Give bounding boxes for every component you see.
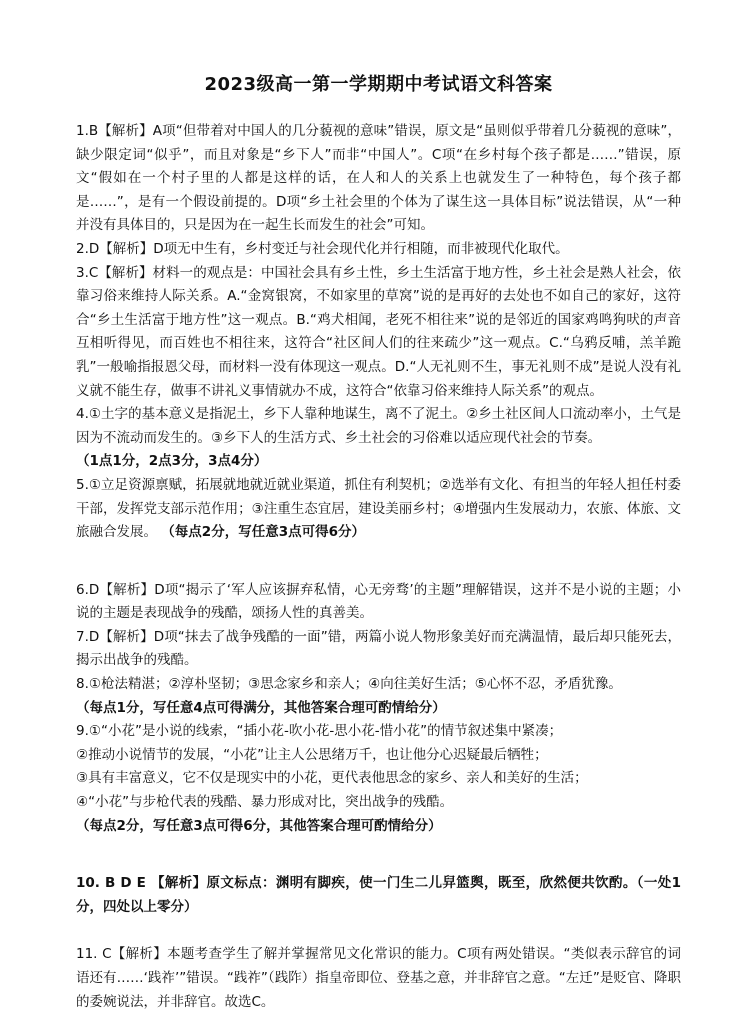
answer-item-11: 11. C【解析】本题考查学生了解并掌握常见文化常识的能力。C项有两处错误。“类似表示辞官的词语还有……‘践祚’”错误。“践祚”（践阼）指皇帝即位、登基之意，并非辞官之意。“左迁”是贬官、降职的委婉说法，并非辞官。故选C。: [76, 946, 681, 1010]
answer-item-3: 3.C【解析】材料一的观点是：中国社会具有乡土性，乡土生活富于地方性，乡土社会是熟人社会，依靠习俗来维持人际关系。A.“金窝银窝，不如家里的草窝”说的是再好的去处也不如自己的家好，这符合“乡土生活富于地方性”这一观点。B.“鸡犬相闻，老死不相往来”说的是邻近的国家鸡鸣狗吠的声音互相听得见，而百姓也不相往来，这符合“社区间人们的往来疏少”这一观点。C.“乌鸦反哺，羔羊跪乳”一般喻指报恩父母，而材料一没有体现这一观点。D.“人无礼则不生，事无礼则不成”是说人没有礼义就不能生存，做事不讲礼义事情就办不成，这符合“依靠习俗来维持人际关系”的观点。: [76, 264, 681, 399]
answer-item-4-scoring-note: （1点1分，2点3分，3点4分）: [76, 453, 268, 470]
answer-item-5-text: 5.①立足资源禀赋，拓展就地就近就业渠道，抓住有利契机；②选举有文化、有担当的年轻人担任村委干部，发挥党支部示范作用；③注重生态宜居，建设美丽乡村；④增强内生发展动力，农旅、体旅、文旅融合发展。: [76, 476, 681, 541]
section-gap: [76, 919, 681, 943]
answer-item-5: [76, 474, 681, 545]
answer-item-1: 1.B【解析】A项“但带着对中国人的几分藐视的意味”错误，原文是“虽则似乎带着几分藐视的意味”，缺少限定词“似乎”，而且对象是“乡下人”而非“中国人”。C项“在乡村每个孩子都是……”错误，原文“假如在一个村子里的人都是这样的话，在人和人的关系上也就发生了一种特色，每个孩子都是……”，是有一个假设前提的。D项“乡土社会里的个体为了谋生这一具体目标”说法错误，从“一种并没有具体目的，只是因为在一起生长而发生的社会”可知。: [76, 123, 681, 234]
answer-item-9-scoring-note: （每点2分，写任意3点可得6分，其他答案合理可酌情给分）: [76, 817, 442, 834]
page-title: 2023级高一第一学期期中考试语文科答案: [204, 74, 553, 95]
answer-item-5-scoring-note: （每点2分，写任意3点可得6分）: [161, 524, 365, 541]
answer-item-9-line-4: ④“小花”与步枪代表的残酷、暴力形成对比，突出战争的残酷。: [76, 794, 454, 811]
answer-item-7: 7.D【解析】D项“抹去了战争残酷的一面”错，两篇小说人物形象美好而充满温情，最后却只能死去，揭示出战争的残酷。: [76, 628, 681, 669]
answer-item-9-line-2: ②推动小说情节的发展，“小花”让主人公思绪万千，也让他分心迟疑最后牺牲；: [76, 746, 548, 763]
answer-item-6: 6.D【解析】D项“揭示了‘军人应该摒弃私情，心无旁骛’的主题”理解错误，这并不是小说的主题；小说的主题是表现战争的残酷，颂扬人性的真善美。: [76, 581, 681, 622]
answer-item-9-line-3: ③具有丰富意义，它不仅是现实中的小花，更代表他思念的家乡、亲人和美好的生活；: [76, 770, 588, 787]
answer-item-4: [76, 403, 681, 474]
answer-item-4-text: 4.①土字的基本意义是指泥土，乡下人靠种地谋生，离不了泥土。②乡土社区间人口流动率小，土气是因为不流动而发生的。③乡下人的生活方式、乡土社会的习俗难以适应现代社会的节奏。: [76, 406, 681, 446]
answer-item-8-scoring-note: （每点1分，写任意4点可得满分，其他答案合理可酌情给分）: [76, 699, 446, 716]
answer-item-8: [76, 673, 681, 720]
answer-item-10: 10. B D E 【解析】原文标点：渊明有脚疾，使一门生二儿舁篮舆，既至，欣然便共饮酌。（一处1分，四处以上零分）: [76, 875, 681, 915]
answer-item-8-text: 8.①枪法精湛；②淳朴坚韧；③思念家乡和亲人；④向往美好生活；⑤心怀不忍，矛盾犹豫。: [76, 676, 622, 693]
section-gap: [76, 838, 681, 872]
answer-item-9-line-1: 9.①“小花”是小说的线索，“插小花-吹小花-思小花-惜小花”的情节叙述集中紧凑；: [76, 723, 563, 740]
section-gap: [76, 545, 681, 579]
answer-item-2: 2.D【解析】D项无中生有，乡村变迁与社会现代化并行相随，而非被现代化取代。: [76, 240, 569, 257]
answer-item-9: [76, 720, 681, 838]
